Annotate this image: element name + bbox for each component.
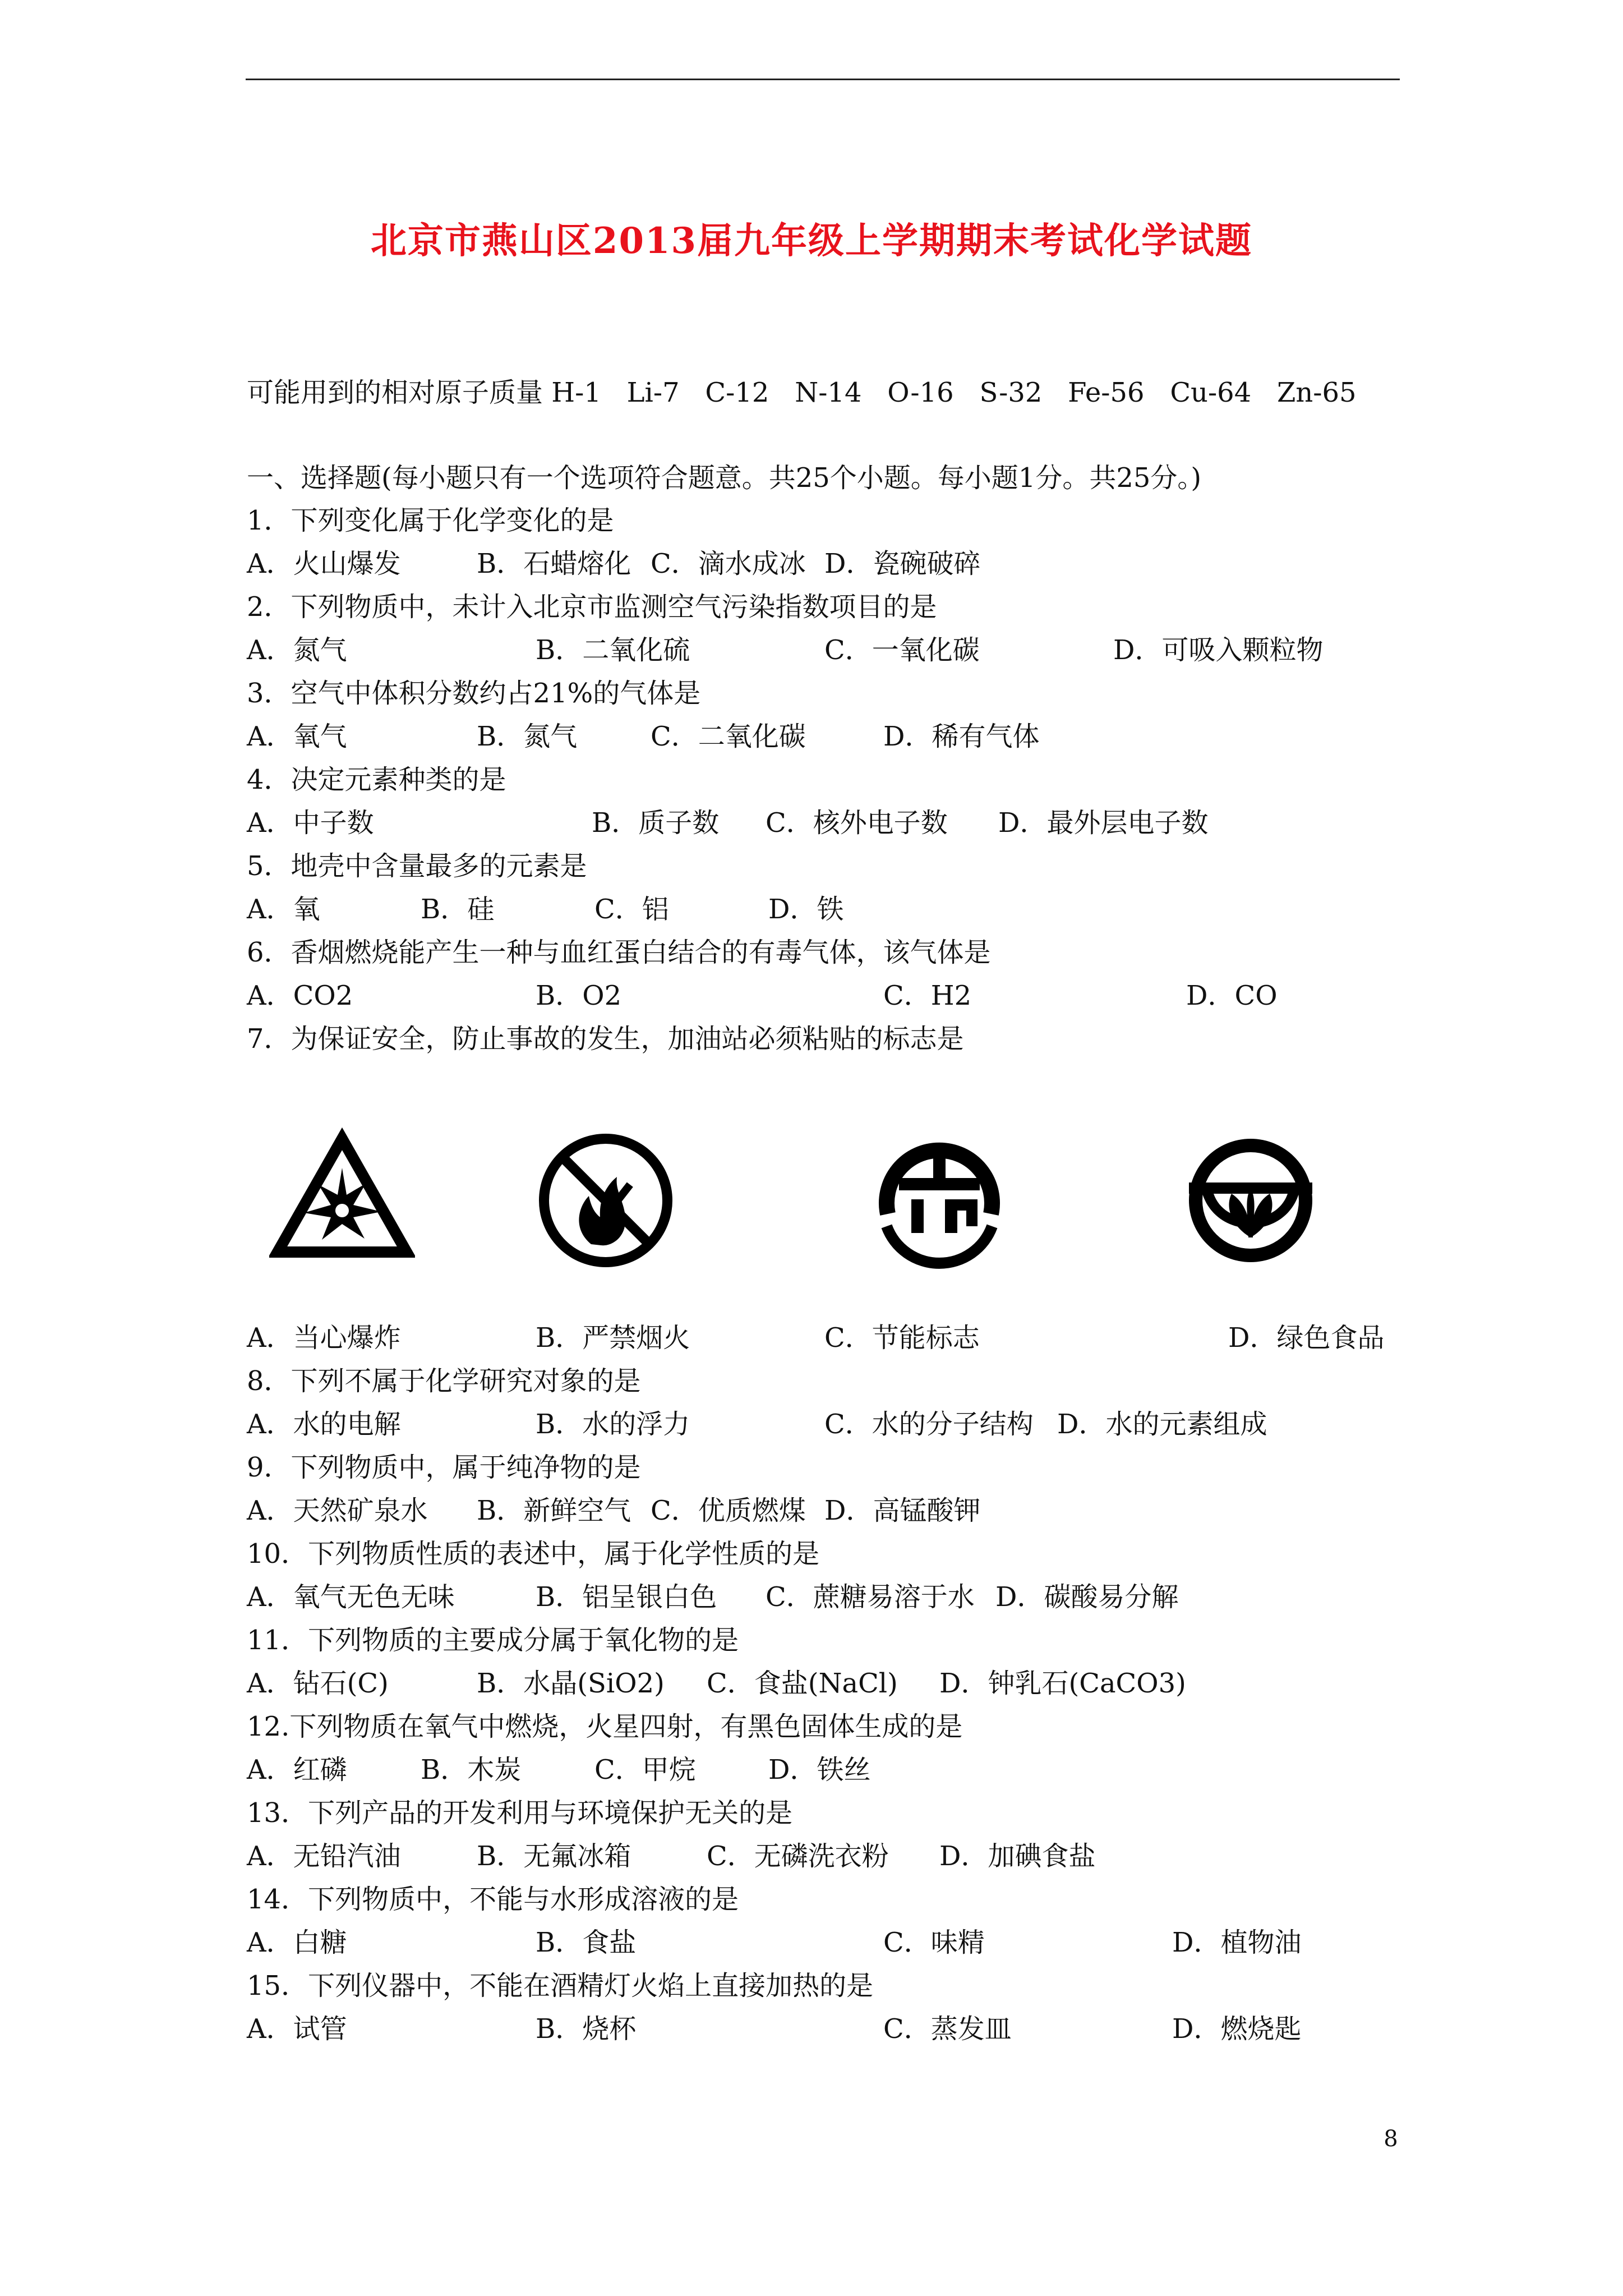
question-stem: 14．下列物质中，不能与水形成溶液的是 — [247, 1884, 739, 1915]
option-c: C．铝 — [594, 894, 669, 925]
no-fire-icon — [533, 1128, 679, 1273]
option-d: D．植物油 — [1172, 1927, 1302, 1958]
header-rule — [246, 79, 1400, 80]
green-food-icon — [1178, 1128, 1324, 1273]
option-row — [247, 806, 1402, 840]
option-c: C．滴水成冰 — [651, 548, 806, 579]
option-row — [247, 1839, 1402, 1873]
option-a: A．天然矿泉水 — [247, 1495, 428, 1526]
option-a: A．氧气 — [247, 721, 347, 752]
option-row — [247, 1667, 1402, 1700]
option-row — [247, 1321, 1402, 1355]
option-a: A．氧 — [247, 894, 320, 925]
question-stem: 13．下列产品的开发利用与环境保护无关的是 — [247, 1797, 793, 1829]
option-d: D．铁丝 — [768, 1754, 871, 1786]
page-number: 8 — [1384, 2126, 1398, 2152]
question-stem: 10．下列物质性质的表述中，属于化学性质的是 — [247, 1538, 820, 1570]
option-b: B．石蜡熔化 — [477, 548, 631, 579]
option-row — [247, 892, 1402, 926]
option-c: C．节能标志 — [824, 1322, 980, 1354]
option-d: D．加碘食盐 — [939, 1841, 1096, 1872]
option-d: D．铁 — [768, 894, 844, 925]
question-stem: 6．香烟燃烧能产生一种与血红蛋白结合的有毒气体，该气体是 — [247, 937, 991, 968]
option-c: C．甲烷 — [594, 1754, 696, 1786]
question-stem: 9．下列物质中，属于纯净物的是 — [247, 1452, 641, 1483]
option-a: A．无铅汽油 — [247, 1841, 401, 1872]
option-d: D．最外层电子数 — [998, 807, 1209, 839]
atomic-masses: 可能用到的相对原子质量 H-1 Li-7 C-12 N-14 O-16 S-32 Fe-56 Cu-64 Zn-65 — [247, 377, 1357, 408]
option-a: A．氧气无色无味 — [247, 1581, 455, 1613]
option-row — [247, 1580, 1402, 1614]
option-c: C．H2 — [883, 980, 972, 1011]
option-b: B．铝呈银白色 — [536, 1581, 717, 1613]
option-c: C．味精 — [883, 1927, 985, 1958]
option-d: D．瓷碗破碎 — [824, 548, 981, 579]
question-stem: 4．决定元素种类的是 — [247, 764, 506, 795]
option-b: B．水的浮力 — [536, 1409, 690, 1440]
question-stem: 5．地壳中含量最多的元素是 — [247, 850, 587, 882]
option-a: A．红磷 — [247, 1754, 347, 1786]
option-a: A．中子数 — [247, 807, 374, 839]
option-row — [247, 979, 1402, 1013]
question-stem: 7．为保证安全，防止事故的发生，加油站必须粘贴的标志是 — [247, 1023, 964, 1055]
option-row — [247, 2012, 1402, 2046]
option-a: A．氮气 — [247, 634, 347, 666]
option-b: B．二氧化硫 — [536, 634, 690, 666]
option-b: B．食盐 — [536, 1927, 637, 1958]
option-d: D．绿色食品 — [1228, 1322, 1385, 1354]
safety-signs — [0, 1128, 1623, 1285]
option-row — [247, 547, 1402, 581]
option-row — [247, 1494, 1402, 1527]
option-d: D．燃烧匙 — [1172, 2013, 1302, 2045]
option-row — [247, 1407, 1402, 1441]
option-a: A．白糖 — [247, 1927, 347, 1958]
option-c: C．食盐(NaCl) — [707, 1668, 898, 1699]
question-stem: 3．空气中体积分数约占21%的气体是 — [247, 678, 701, 709]
question-stem: 2．下列物质中，未计入北京市监测空气污染指数项目的是 — [247, 591, 937, 623]
option-d: D．水的元素组成 — [1057, 1409, 1267, 1440]
question-stem: 15．下列仪器中，不能在酒精灯火焰上直接加热的是 — [247, 1970, 874, 2001]
option-c: C．优质燃煤 — [651, 1495, 806, 1526]
option-d: D．CO — [1186, 980, 1278, 1011]
option-row — [247, 633, 1402, 667]
option-c: C．核外电子数 — [766, 807, 948, 839]
option-c: C．二氧化碳 — [651, 721, 806, 752]
question-stem: 12.下列物质在氧气中燃烧，火星四射，有黑色固体生成的是 — [247, 1711, 963, 1742]
explosion-warning-icon — [269, 1128, 415, 1273]
option-row — [247, 720, 1402, 753]
option-b: B．木炭 — [421, 1754, 522, 1786]
option-c: C．蔗糖易溶于水 — [766, 1581, 975, 1613]
option-b: B．氮气 — [477, 721, 578, 752]
option-b: B．质子数 — [592, 807, 720, 839]
option-a: A．当心爆炸 — [247, 1322, 401, 1354]
option-a: A．CO2 — [247, 980, 353, 1011]
question-stem: 11．下列物质的主要成分属于氧化物的是 — [247, 1625, 739, 1656]
option-b: B．水晶(SiO2) — [477, 1668, 665, 1699]
page-title: 北京市燕山区2013届九年级上学期期末考试化学试题 — [370, 220, 1253, 262]
option-c: C．蒸发皿 — [883, 2013, 1012, 2045]
option-b: B．无氟冰箱 — [477, 1841, 631, 1872]
option-b: B．硅 — [421, 894, 495, 925]
option-c: C．一氧化碳 — [824, 634, 980, 666]
option-c: C．无磷洗衣粉 — [707, 1841, 889, 1872]
option-d: D．碳酸易分解 — [995, 1581, 1179, 1613]
option-row — [247, 1753, 1402, 1787]
option-c: C．水的分子结构 — [824, 1409, 1034, 1440]
option-row — [247, 1926, 1402, 1959]
option-b: B．严禁烟火 — [536, 1322, 690, 1354]
question-stem: 1．下列变化属于化学变化的是 — [247, 505, 614, 536]
option-d: D．高锰酸钾 — [824, 1495, 981, 1526]
option-b: B．O2 — [536, 980, 622, 1011]
option-d: D．钟乳石(CaCO3) — [939, 1668, 1186, 1699]
option-b: B．新鲜空气 — [477, 1495, 631, 1526]
section-header: 一、选择题(每小题只有一个选项符合题意。共25个小题。每小题1分。共25分。) — [247, 462, 1202, 494]
option-b: B．烧杯 — [536, 2013, 637, 2045]
option-d: D．稀有气体 — [883, 721, 1040, 752]
option-a: A．火山爆发 — [247, 548, 401, 579]
question-stem: 8．下列不属于化学研究对象的是 — [247, 1365, 641, 1397]
energy-saving-icon — [866, 1128, 1012, 1273]
option-a: A．试管 — [247, 2013, 347, 2045]
option-a: A．水的电解 — [247, 1409, 401, 1440]
option-a: A．钻石(C) — [247, 1668, 389, 1699]
option-d: D．可吸入颗粒物 — [1113, 634, 1324, 666]
